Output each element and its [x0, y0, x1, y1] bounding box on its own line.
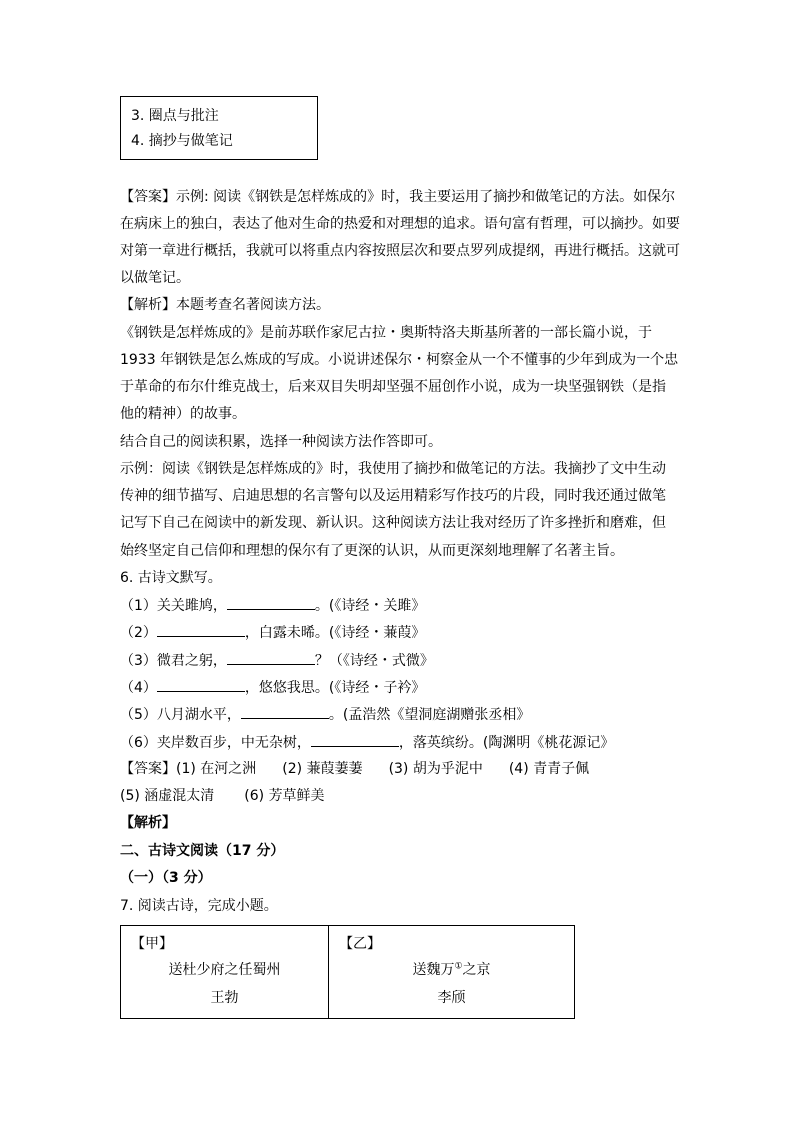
q6-item-2-after: ，白露未晞。(《诗经・蒹葭》 [244, 625, 426, 641]
q6-item-1-before: （1）关关雎鸠， [120, 598, 227, 614]
poem-yi-author: 李颀 [437, 990, 466, 1006]
q6-item-6 [120, 732, 614, 753]
q6-analysis: 【解析】 [120, 815, 176, 831]
answer5-line-2: 在病床上的独白，表达了他对生命的热爱和对理想的追求。语句富有哲理，可以摘抄。如要 [120, 216, 680, 232]
analysis5-line-10: 始终坚定自己信仰和理想的保尔有了更深的认识，从而更深刻地理解了名著主旨。 [120, 543, 624, 559]
analysis5-line-8: 传神的细节描写、启迪思想的名言警句以及运用精彩写作技巧的片段，同时我还通过做笔 [120, 488, 666, 504]
analysis5-line-7: 示例：阅读《钢铁是怎样炼成的》时，我使用了摘抄和做笔记的方法。我摘抄了文中生动 [120, 461, 666, 477]
section2-heading: 二、古诗文阅读（17 分） [120, 843, 285, 859]
q6-item-4-after: ，悠悠我思。(《诗经・子衿》 [244, 680, 426, 696]
analysis5-line-9: 记写下自己在阅读中的新发现、新认识。这种阅读方法让我对经历了许多挫折和磨难，但 [120, 515, 666, 531]
q6-item-5 [120, 704, 530, 725]
analysis5-line-6: 结合自己的阅读积累，选择一种阅读方法作答即可。 [120, 434, 442, 450]
analysis5-line-5: 他的精神）的故事。 [120, 406, 246, 422]
q6-item-3 [120, 650, 434, 671]
q6-answer-1: (1) 在河之洲 [176, 761, 257, 777]
q6-answer-6: (6) 芳草鲜美 [244, 788, 325, 804]
answer5-line-3: 对第一章进行概括，我就可以将重点内容按照层次和要点罗列成提纲，再进行概括。这就可 [120, 243, 680, 259]
fill-blank[interactable] [311, 732, 399, 747]
q6-item-4 [120, 677, 425, 698]
fill-blank[interactable] [157, 622, 245, 637]
method-item-3: 3. 圈点与批注 [131, 108, 219, 124]
q6-item-6-before: （6）夹岸数百步，中无杂树， [120, 735, 311, 751]
q6-answer-row-1 [120, 759, 589, 779]
footnote-marker: ① [454, 961, 463, 972]
reading-methods-box [120, 96, 318, 160]
q6-item-5-after: 。(孟浩然《望洞庭湖赠张丞相》 [328, 707, 531, 723]
answer-label: 【答案】 [120, 761, 176, 777]
q7-prompt: 7. 阅读古诗，完成小题。 [120, 898, 278, 914]
q6-answer-5: (5) 涵虚混太清 [120, 788, 215, 804]
poem-jia-tag: 【甲】 [131, 936, 173, 952]
fill-blank[interactable] [227, 595, 315, 610]
q6-item-1-after: 。(《诗经・关雎》 [314, 598, 426, 614]
q6-item-4-before: （4） [120, 680, 157, 696]
poem-yi-title-post: 之京 [462, 962, 491, 978]
method-item-4: 4. 摘抄与做笔记 [131, 133, 233, 149]
analysis5-line-4: 于革命的布尔什维克战士，后来双目失明却坚强不屈创作小说，成为一块坚强钢铁（是指 [120, 379, 666, 395]
q6-answer-2: (2) 蒹葭萋萋 [282, 761, 363, 777]
q6-item-5-before: （5）八月湖水平， [120, 707, 241, 723]
analysis5-line-1: 【解析】本题考查名著阅读方法。 [120, 297, 330, 313]
q6-item-2-before: （2） [120, 625, 157, 641]
answer5-line-1: 【答案】示例: 阅读《钢铁是怎样炼成的》时，我主要运用了摘抄和做笔记的方法。如保尔 [120, 189, 676, 205]
section2-sub: （一）（3 分） [120, 870, 212, 886]
q6-answer-3: (3) 胡为乎泥中 [388, 761, 483, 777]
q6-item-3-after: ？（《诗经・式微》 [314, 653, 434, 669]
poem-table [120, 925, 575, 1019]
q6-item-6-after: ，落英缤纷。(陶渊明《桃花源记》 [398, 735, 615, 751]
poem-jia-author: 王勃 [210, 990, 239, 1006]
answer5-line-4: 以做笔记。 [120, 270, 190, 286]
q6-item-2 [120, 622, 425, 643]
analysis5-line-3: 1933 年钢铁是怎么炼成的写成。小说讲述保尔・柯察金从一个不懂事的少年到成为一个忠 [120, 352, 679, 368]
analysis5-line-2: 《钢铁是怎样炼成的》是前苏联作家尼古拉・奥斯特洛夫斯基所著的一部长篇小说，于 [120, 325, 652, 341]
q6-item-1 [120, 595, 425, 616]
fill-blank[interactable] [157, 677, 245, 692]
poem-jia-title: 送杜少府之任蜀州 [168, 962, 281, 978]
poem-yi-title [329, 959, 574, 979]
fill-blank[interactable] [227, 650, 315, 665]
fill-blank[interactable] [241, 704, 329, 719]
poem-yi-title-pre: 送魏万 [412, 962, 455, 978]
q6-answer-4: (4) 青青子佩 [508, 761, 590, 777]
poem-jia-cell [121, 926, 328, 1018]
q6-answer-row-2 [120, 786, 325, 806]
poem-yi-cell [329, 926, 574, 1018]
poem-yi-tag: 【乙】 [339, 936, 381, 952]
q6-item-3-before: （3）微君之躬， [120, 653, 227, 669]
q6-title: 6. 古诗文默写。 [120, 570, 222, 586]
